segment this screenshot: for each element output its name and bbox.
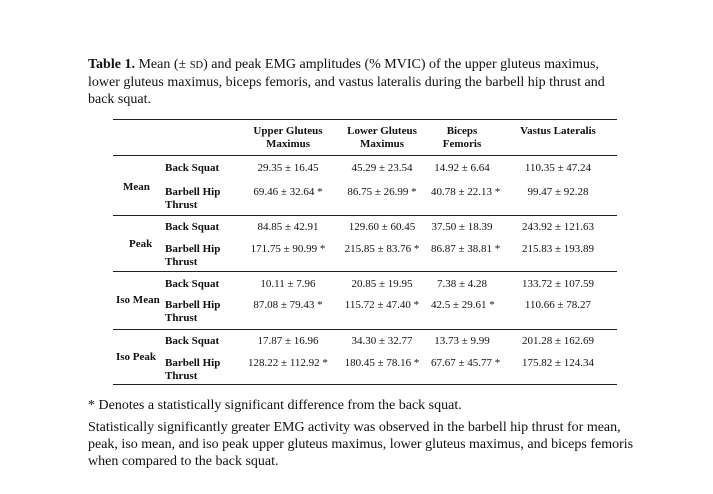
value-cell: 99.47 ± 92.28 — [527, 186, 589, 198]
condition-barbell-hip-thrust — [165, 357, 220, 383]
emg-table — [113, 119, 617, 384]
col-header-upper-gluteus — [243, 125, 333, 151]
value-cell: 110.66 ± 78.27 — [524, 299, 592, 311]
col-header-biceps-femoris — [431, 125, 493, 151]
value-cell: 201.28 ± 162.69 — [521, 335, 595, 347]
table-top-rule — [113, 119, 617, 120]
value-cell: 17.87 ± 16.96 — [257, 335, 319, 347]
value-cell: 171.75 ± 90.99 * — [250, 243, 326, 255]
value-cell: 180.45 ± 78.16 * — [344, 357, 420, 369]
value-cell: 84.85 ± 42.91 — [257, 221, 319, 233]
value-cell: 243.92 ± 121.63 — [521, 221, 595, 233]
value-cell: 7.38 ± 4.28 — [436, 278, 488, 290]
condition-line2: Thrust — [165, 256, 198, 268]
table-caption — [88, 56, 628, 108]
value-cell: 20.85 ± 19.95 — [351, 278, 413, 290]
value-cell: 133.72 ± 107.59 — [521, 278, 595, 290]
footnote: * Denotes a statistically significant difference from the back squat. — [88, 398, 462, 413]
col-header-line1: Vastus Lateralis — [520, 125, 596, 137]
condition-barbell-hip-thrust — [165, 186, 220, 212]
condition-line2: Thrust — [165, 199, 198, 211]
table-label: Table 1. — [88, 57, 135, 72]
caption-sd: SD — [189, 60, 204, 71]
condition-line1: Barbell Hip — [165, 357, 221, 369]
col-header-line2: Femoris — [442, 138, 482, 150]
value-cell: 29.35 ± 16.45 — [257, 162, 319, 174]
group-rule — [113, 271, 617, 272]
table-bottom-rule — [113, 384, 617, 385]
value-cell: 128.22 ± 112.92 * — [248, 357, 328, 369]
value-cell: 34.30 ± 32.77 — [351, 335, 413, 347]
value-cell: 86.87 ± 38.81 * — [431, 243, 501, 255]
value-cell: 40.78 ± 22.13 * — [431, 186, 501, 198]
col-header-line1: Lower Gluteus — [347, 125, 417, 137]
condition-line1: Barbell Hip — [165, 186, 221, 198]
value-cell: 14.92 ± 6.64 — [434, 162, 490, 174]
condition-barbell-hip-thrust — [165, 243, 220, 269]
condition-barbell-hip-thrust — [165, 299, 220, 325]
group-label-iso-mean: Iso Mean — [116, 294, 160, 306]
group-label-iso-peak: Iso Peak — [116, 351, 157, 363]
col-header-vastus-lateralis — [508, 125, 608, 138]
col-header-line2: Maximus — [360, 138, 404, 150]
condition-line2: Thrust — [165, 312, 198, 324]
value-cell: 215.83 ± 193.89 — [521, 243, 595, 255]
condition-line1: Barbell Hip — [165, 243, 221, 255]
condition-back-squat: Back Squat — [165, 221, 220, 233]
value-cell: 110.35 ± 47.24 — [524, 162, 592, 174]
col-header-line1: Biceps — [446, 125, 478, 137]
value-cell: 87.08 ± 79.43 * — [253, 299, 323, 311]
value-cell: 10.11 ± 7.96 — [260, 278, 316, 290]
condition-line2: Thrust — [165, 370, 198, 382]
value-cell: 86.75 ± 26.99 * — [347, 186, 417, 198]
condition-line1: Barbell Hip — [165, 299, 221, 311]
summary-paragraph: Statistically significantly greater EMG activity was observed in the barbell hip thrust for mean, peak, iso mean, and iso peak upper gluteus maximus, lower gluteus maximus, and biceps femoris when compared to the back squat. — [88, 420, 634, 469]
condition-back-squat: Back Squat — [165, 335, 220, 347]
col-header-line1: Upper Gluteus — [253, 125, 323, 137]
group-label-peak: Peak — [129, 238, 153, 250]
value-cell: 129.60 ± 60.45 — [348, 221, 416, 233]
value-cell: 115.72 ± 47.40 * — [344, 299, 420, 311]
value-cell: 67.67 ± 45.77 * — [431, 357, 501, 369]
condition-back-squat: Back Squat — [165, 162, 220, 174]
caption-text-a: Mean (± — [134, 57, 190, 72]
value-cell: 13.73 ± 9.99 — [434, 335, 490, 347]
value-cell: 69.46 ± 32.64 * — [253, 186, 323, 198]
caption-text-b: ) and peak EMG amplitudes (% MVIC) of the upper gluteus maximus, lower gluteus maximus, biceps femoris, and vastus lateralis during the barbell hip thrust and back squat. — [88, 57, 605, 107]
group-label-mean: Mean — [123, 181, 150, 193]
col-header-line2: Maximus — [266, 138, 310, 150]
value-cell: 175.82 ± 124.34 — [521, 357, 595, 369]
value-cell: 42.5 ± 29.61 * — [431, 299, 495, 311]
col-header-lower-gluteus — [337, 125, 427, 151]
group-rule — [113, 215, 617, 216]
group-rule — [113, 329, 617, 330]
value-cell: 215.85 ± 83.76 * — [344, 243, 420, 255]
value-cell: 37.50 ± 18.39 — [431, 221, 493, 233]
condition-back-squat: Back Squat — [165, 278, 220, 290]
value-cell: 45.29 ± 23.54 — [351, 162, 413, 174]
table-header-rule — [113, 155, 617, 156]
